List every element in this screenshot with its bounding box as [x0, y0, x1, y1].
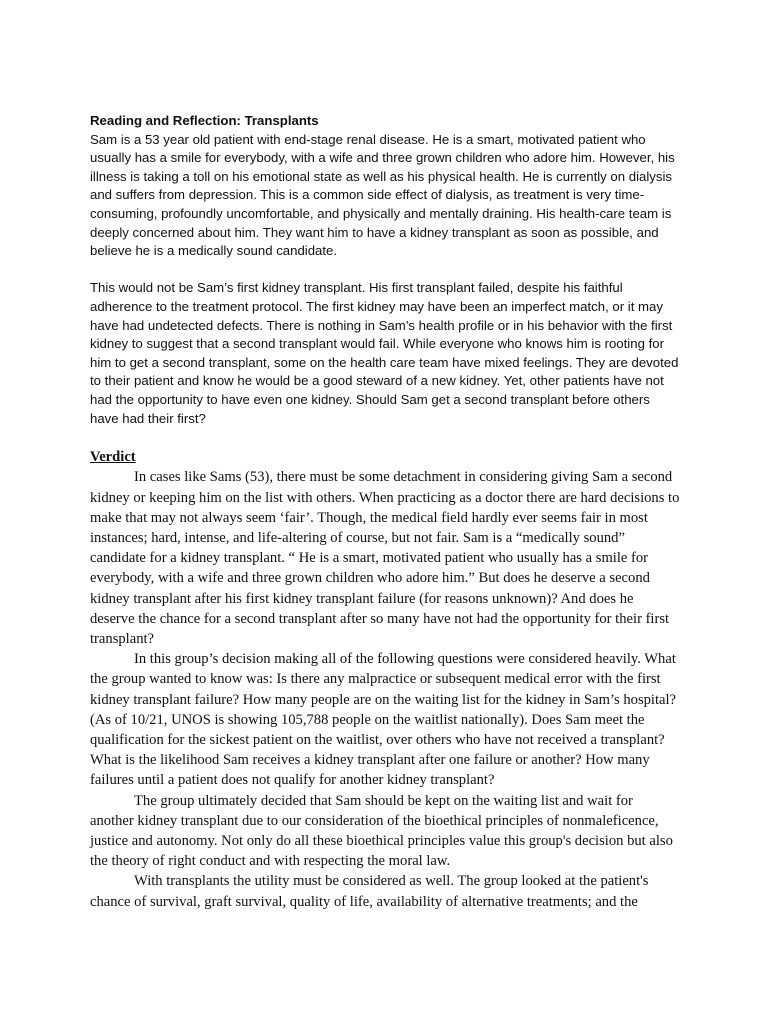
document-page [90, 112, 680, 912]
intro-paragraph-2: This would not be Sam’s first kidney transplant. His first transplant failed, despite his faithful adherence to the treatment protocol. The first kidney may have been an imperfect match, or it may have had undetected defects. There is nothing in Sam’s health profile or in his behavior with the first kidney to suggest that a second transplant would fail. While everyone who knows him is rooting for him to get a second transplant, some on the health care team have mixed feelings. They are devoted to their patient and know he would be a good steward of a new kidney. Yet, other patients have not had the opportunity to have even one kidney. Should Sam get a second transplant before others have had their first? [90, 280, 679, 426]
intro-paragraph-1: Sam is a 53 year old patient with end-stage renal disease. He is a smart, motivated patient who usually has a smile for everybody, with a wife and three grown children who adore him. However, his illness is taking a toll on his emotional state as well as his physical health. He is currently on dialysis and suffers from depression. This is a common side effect of dialysis, as treatment is very time-consuming, profoundly uncomfortable, and physically and mentally draining. His health-care team is deeply concerned about him. They want him to have a kidney transplant as soon as possible, and believe he is a medically sound candidate. [90, 131, 675, 259]
intro-section [90, 131, 680, 429]
verdict-section [90, 447, 680, 912]
verdict-heading: Verdict [90, 449, 136, 466]
verdict-paragraph-2: In this group’s decision making all of the following questions were considered heavily. What the group wanted to know was: Is there any malpractice or subsequent medical error with the first kidney transplant failure? How many people are on the waiting list for the kidney in Sam’s hospital? (As of 10/21, UNOS is showing 105,788 people on the waitlist nationally). Does Sam meet the qualification for the sickest patient on the waitlist, over others who have not received a transplant? What is the likelihood Sam receives a kidney transplant after one failure or another? How many failures until a patient does not qualify for another kidney transplant? [90, 651, 677, 789]
verdict-paragraph-4: With transplants the utility must be considered as well. The group looked at the patient's chance of survival, graft survival, quality of life, availability of alternative treatments; and the [90, 873, 649, 910]
verdict-paragraph-3: The group ultimately decided that Sam should be kept on the waiting list and wait for another kidney transplant due to our consideration of the bioethical principles of nonmaleficence, justice and autonomy. Not only do all these bioethical principles value this group's decision but also the theory of right conduct and with respecting the moral law. [90, 792, 673, 870]
document-heading: Reading and Reflection: Transplants [90, 113, 319, 128]
verdict-paragraph-1: In cases like Sams (53), there must be some detachment in considering giving Sam a second kidney or keeping him on the list with others. When practicing as a doctor there are hard decisions to make that may not always seem ‘fair’. Though, the medical field hardly ever seems fair in most instances; hard, intense, and life-altering of course, but not fair. Sam is a “medically sound” candidate for a kidney transplant. “ He is a smart, motivated patient who usually has a smile for everybody, with a wife and three grown children who adore him.” But does he deserve a second kidney transplant after his first kidney transplant failure (for reasons unknown)? And does he deserve the chance for a second transplant after so many have not had the opportunity for their first transplant? [90, 469, 680, 647]
